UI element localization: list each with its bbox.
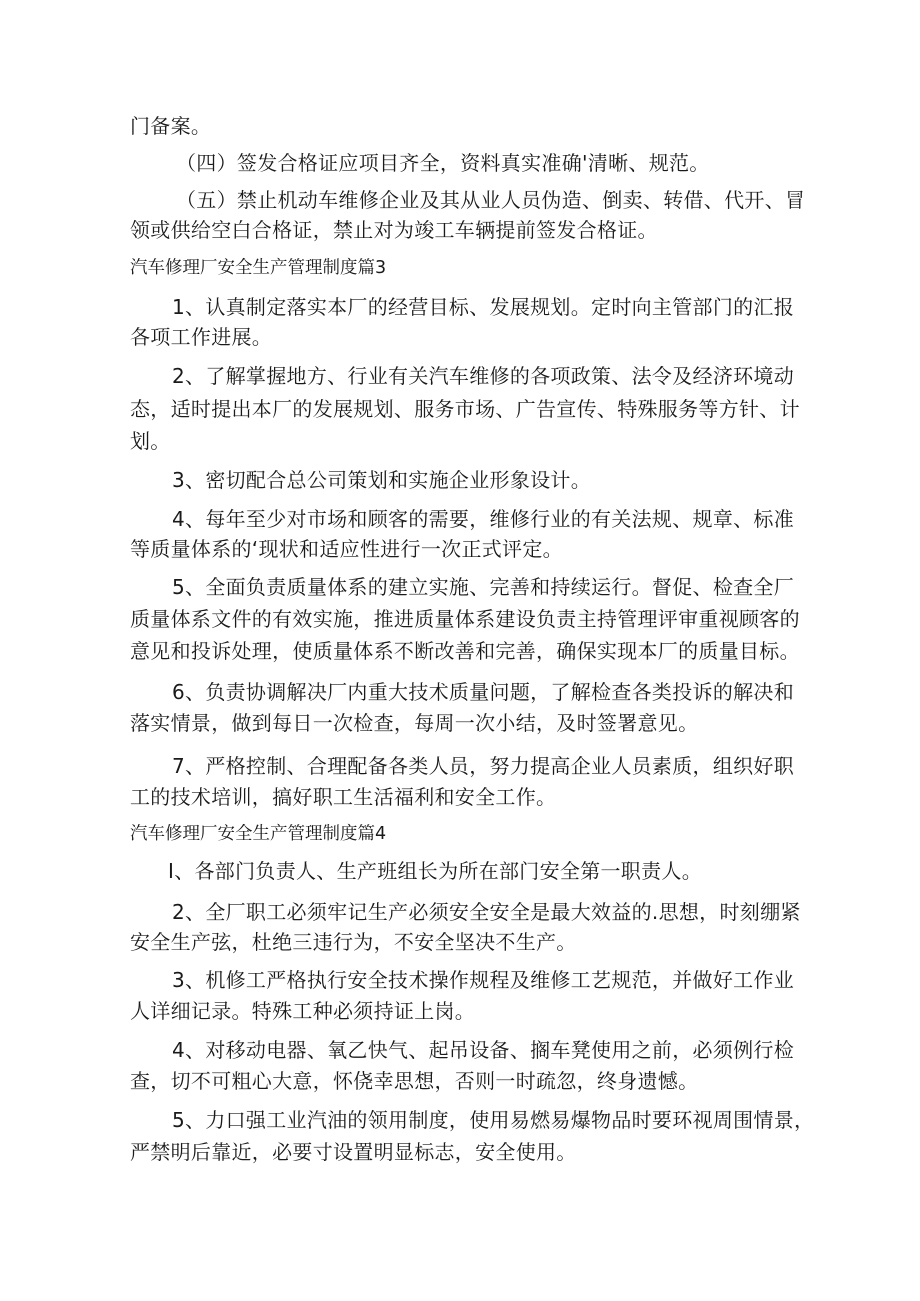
text-line: 5、力口强工业汽油的领用制度，使用易燃易爆物品时要环视周围情景，	[172, 1108, 815, 1132]
text-line: 落实情景，做到每日一次检查，每周一次小结，及时签署意见。	[130, 711, 699, 735]
text-line: （五）禁止机动车维修企业及其从业人员伪造、倒卖、转借、代开、冒	[176, 188, 806, 212]
section-heading: 汽车修理厂安全生产管理制度篇4	[130, 824, 387, 844]
text-line: 3、密切配合总公司策划和实施企业形象设计。	[172, 468, 592, 492]
text-line: 门备案。	[130, 114, 212, 138]
text-line: 查，切不可粗心大意，怀侥幸思想，否则一时疏忽，终身遗憾。	[130, 1069, 699, 1093]
text-line: 安全生产弦，杜绝三违行为，不安全坚决不生产。	[130, 930, 577, 954]
text-line: 领或供给空白合格证，禁止对为竣工车辆提前签发合格证。	[130, 218, 658, 242]
text-line: 质量体系文件的有效实施，推进质量体系建设负责主持管理评审重视顾客的	[130, 607, 800, 631]
section-heading: 汽车修理厂安全生产管理制度篇3	[130, 258, 387, 278]
text-line: 3、机修工严格执行安全技术操作规程及维修工艺规范，并做好工作业	[172, 968, 795, 992]
text-line: 严禁明后靠近，必要寸设置明显标志，安全使用。	[130, 1140, 577, 1164]
text-line: 各项工作进展。	[130, 325, 273, 349]
text-line: 2、了解掌握地方、行业有关汽车维修的各项政策、法令及经济环境动	[172, 364, 795, 388]
text-line: 态，适时提出本厂的发展规划、服务市场、广告宣传、特殊服务等方针、计	[130, 397, 800, 421]
text-line: 2、全厂职工必须牢记生产必须安全安全是最大效益的.思想，时刻绷紧	[172, 900, 801, 924]
text-line: 意见和投诉处理，使质量体系不断改善和完善，确保实现本厂的质量目标。	[130, 639, 800, 663]
text-line: 1、认真制定落实本厂的经营目标、发展规划。定时向主管部门的汇报	[172, 295, 795, 319]
text-line: I、各部门负责人、生产班组长为所在部门安全第一职责人。	[168, 859, 702, 883]
text-line: 7、严格控制、合理配备各类人员，努力提高企业人员素质，组织好职	[172, 754, 795, 778]
text-line: 人详细记录。特殊工种必须持证上岗。	[130, 999, 476, 1023]
text-line: 5、全面负责质量体系的建立实施、完善和持续运行。督促、检查全厂	[172, 575, 795, 599]
text-line: （四）签发合格证应项目齐全，资料真实准确'清晰、规范。	[176, 151, 710, 175]
text-line: 等质量体系的‘现状和适应性进行一次正式评定。	[130, 537, 563, 561]
text-line: 4、每年至少对市场和顾客的需要，维修行业的有关法规、规章、标准	[172, 507, 795, 531]
text-line: 工的技术培训，搞好职工生活福利和安全工作。	[130, 785, 557, 809]
text-line: 划。	[130, 429, 171, 453]
text-line: 6、负责协调解决厂内重大技术质量问题，了解检查各类投诉的解决和	[172, 680, 795, 704]
text-line: 4、对移动电器、氧乙快气、起吊设备、搁车凳使用之前，必须例行检	[172, 1038, 795, 1062]
